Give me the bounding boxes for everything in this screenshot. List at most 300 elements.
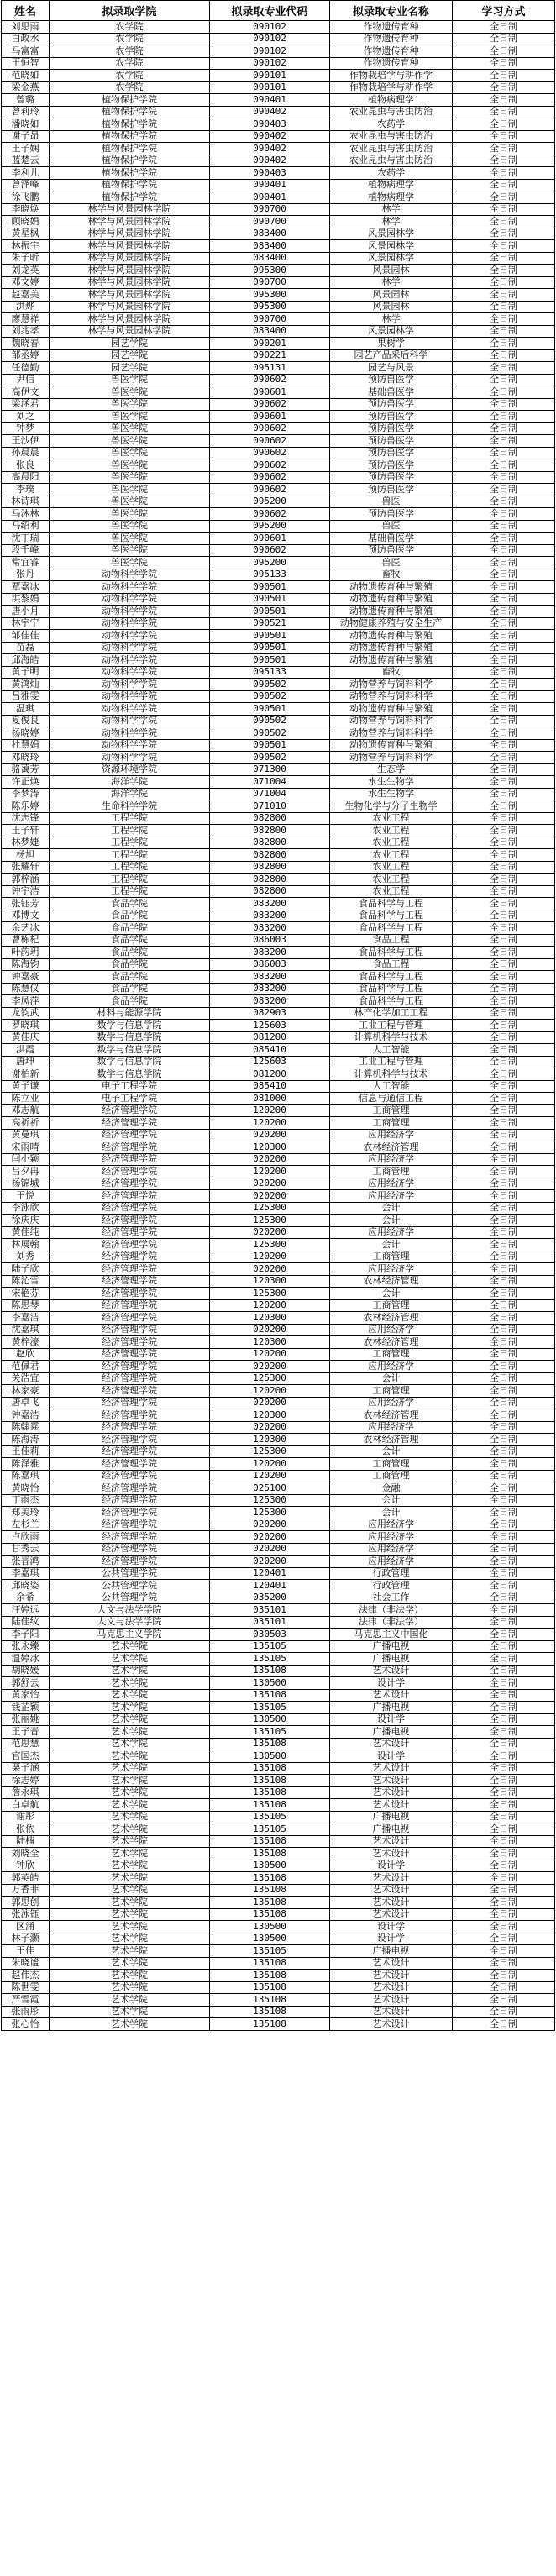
student-name-cell: 林振宇 — [2, 240, 50, 253]
college-cell: 兽医学院 — [50, 411, 210, 423]
college-cell: 生命科学学院 — [50, 800, 210, 813]
table-row — [2, 471, 555, 484]
table-row — [2, 1263, 555, 1276]
major-code-cell: 125300 — [210, 1202, 330, 1215]
table-row — [2, 33, 555, 45]
study-mode-cell: 全日制 — [453, 1567, 555, 1580]
major-name-cell: 食品工程 — [330, 934, 453, 947]
major-code-cell: 083200 — [210, 983, 330, 995]
student-name-cell: 叶韵玥 — [2, 947, 50, 959]
major-name-cell: 基础兽医学 — [330, 386, 453, 399]
table-row — [2, 1689, 555, 1702]
major-code-cell: 090101 — [210, 70, 330, 82]
major-code-cell: 083200 — [210, 922, 330, 935]
major-name-cell: 农林经济管理 — [330, 1275, 453, 1288]
table-row — [2, 289, 555, 302]
table-row — [2, 21, 555, 34]
college-cell: 经济管理学院 — [50, 1153, 210, 1166]
major-name-cell: 工业工程与管理 — [330, 1056, 453, 1068]
major-code-cell: 090101 — [210, 81, 330, 94]
college-cell: 农学院 — [50, 81, 210, 94]
major-name-cell: 预防兽医学 — [330, 435, 453, 448]
major-code-cell: 090602 — [210, 459, 330, 472]
student-name-cell: 覃嘉冰 — [2, 581, 50, 594]
study-mode-cell: 全日制 — [453, 1263, 555, 1276]
table-row — [2, 739, 555, 752]
major-code-cell: 135108 — [210, 1848, 330, 1860]
major-name-cell: 风景园林 — [330, 265, 453, 277]
student-name-cell: 陆佳纹 — [2, 1616, 50, 1629]
college-cell: 植物保护学院 — [50, 179, 210, 191]
student-name-cell: 徐飞鹏 — [2, 191, 50, 204]
major-code-cell: 090602 — [210, 447, 330, 459]
table-row — [2, 679, 555, 691]
major-code-cell: 135108 — [210, 1957, 330, 1970]
student-name-cell: 曹栋杞 — [2, 934, 50, 947]
study-mode-cell: 全日制 — [453, 1981, 555, 1994]
table-row — [2, 1153, 555, 1166]
study-mode-cell: 全日制 — [453, 885, 555, 898]
major-code-cell: 090501 — [210, 703, 330, 716]
study-mode-cell: 全日制 — [453, 386, 555, 399]
student-name-cell: 李子阳 — [2, 1629, 50, 1641]
major-code-cell: 035101 — [210, 1604, 330, 1617]
college-cell: 动物科学学院 — [50, 581, 210, 594]
study-mode-cell: 全日制 — [453, 1129, 555, 1141]
study-mode-cell: 全日制 — [453, 1884, 555, 1897]
major-name-cell: 广播电视 — [330, 1653, 453, 1666]
study-mode-cell: 全日制 — [453, 569, 555, 581]
table-row — [2, 1897, 555, 1909]
study-mode-cell: 全日制 — [453, 276, 555, 289]
major-name-cell: 动物遗传育种与繁殖 — [330, 642, 453, 654]
major-name-cell: 行政管理 — [330, 1580, 453, 1592]
table-row — [2, 2006, 555, 2018]
major-code-cell: 130500 — [210, 1921, 330, 1933]
table-row — [2, 1288, 555, 1300]
study-mode-cell: 全日制 — [453, 1117, 555, 1130]
major-name-cell: 食品工程 — [330, 958, 453, 971]
college-cell: 公共管理学院 — [50, 1580, 210, 1592]
major-code-cell: 135108 — [210, 1835, 330, 1848]
header-major-name: 拟录取专业名称 — [330, 1, 453, 21]
study-mode-cell: 全日制 — [453, 118, 555, 131]
major-name-cell: 应用经济学 — [330, 1178, 453, 1190]
major-name-cell: 林学 — [330, 313, 453, 326]
table-row — [2, 1957, 555, 1970]
major-name-cell: 预防兽医学 — [330, 459, 453, 472]
student-name-cell: 钟梦 — [2, 422, 50, 435]
major-code-cell: 020200 — [210, 1397, 330, 1409]
major-name-cell: 农业工程 — [330, 825, 453, 837]
college-cell: 动物科学学院 — [50, 715, 210, 727]
college-cell: 经济管理学院 — [50, 1494, 210, 1507]
college-cell: 林学与风景园林学院 — [50, 240, 210, 253]
college-cell: 农学院 — [50, 57, 210, 70]
student-name-cell: 王悦 — [2, 1190, 50, 1203]
major-code-cell: 130500 — [210, 1933, 330, 1945]
table-row — [2, 94, 555, 107]
study-mode-cell: 全日制 — [453, 1604, 555, 1617]
college-cell: 经济管理学院 — [50, 1348, 210, 1361]
major-name-cell: 艺术设计 — [330, 1884, 453, 1897]
table-row — [2, 496, 555, 508]
study-mode-cell: 全日制 — [453, 581, 555, 594]
study-mode-cell: 全日制 — [453, 1470, 555, 1482]
major-code-cell: 125603 — [210, 1056, 330, 1068]
student-name-cell: 邹佳佳 — [2, 630, 50, 643]
major-name-cell: 会计 — [330, 1507, 453, 1519]
table-row — [2, 508, 555, 521]
table-row — [2, 1020, 555, 1032]
study-mode-cell: 全日制 — [453, 459, 555, 472]
major-name-cell: 广播电视 — [330, 1945, 453, 1958]
major-code-cell: 083400 — [210, 228, 330, 240]
college-cell: 电子工程学院 — [50, 1093, 210, 1105]
major-name-cell: 林学 — [330, 203, 453, 216]
college-cell: 艺术学院 — [50, 1835, 210, 1848]
student-name-cell: 黄鸿灿 — [2, 679, 50, 691]
major-name-cell: 广播电视 — [330, 1640, 453, 1653]
college-cell: 林学与风景园林学院 — [50, 203, 210, 216]
college-cell: 艺术学院 — [50, 1713, 210, 1726]
student-name-cell: 万香菲 — [2, 1884, 50, 1897]
major-name-cell: 植物病理学 — [330, 179, 453, 191]
major-name-cell: 预防兽医学 — [330, 544, 453, 557]
major-name-cell: 应用经济学 — [330, 1556, 453, 1568]
student-name-cell: 刘晓全 — [2, 1848, 50, 1860]
college-cell: 艺术学院 — [50, 1799, 210, 1812]
major-name-cell: 水生生物学 — [330, 776, 453, 789]
college-cell: 经济管理学院 — [50, 1299, 210, 1312]
major-name-cell: 农业工程 — [330, 861, 453, 874]
college-cell: 经济管理学院 — [50, 1507, 210, 1519]
major-code-cell: 090602 — [210, 374, 330, 386]
study-mode-cell: 全日制 — [453, 593, 555, 606]
college-cell: 园艺学院 — [50, 362, 210, 375]
major-code-cell: 090602 — [210, 508, 330, 521]
major-name-cell: 会计 — [330, 1202, 453, 1215]
college-cell: 林学与风景园林学院 — [50, 313, 210, 326]
major-name-cell: 会计 — [330, 1288, 453, 1300]
study-mode-cell: 全日制 — [453, 557, 555, 569]
student-name-cell: 杨旭 — [2, 849, 50, 862]
table-row — [2, 1981, 555, 1994]
study-mode-cell: 全日制 — [453, 727, 555, 740]
table-row — [2, 362, 555, 375]
major-code-cell: 090700 — [210, 216, 330, 228]
table-row — [2, 630, 555, 643]
table-row — [2, 1178, 555, 1190]
college-cell: 动物科学学院 — [50, 630, 210, 643]
college-cell: 经济管理学院 — [50, 1434, 210, 1446]
student-name-cell: 徐庆庆 — [2, 1215, 50, 1227]
study-mode-cell: 全日制 — [453, 1872, 555, 1885]
table-row — [2, 874, 555, 886]
table-row — [2, 1397, 555, 1409]
table-row — [2, 301, 555, 313]
table-row — [2, 216, 555, 228]
major-name-cell: 应用经济学 — [330, 1531, 453, 1544]
major-code-cell: 120200 — [210, 1299, 330, 1312]
student-name-cell: 黄子明 — [2, 666, 50, 679]
student-name-cell: 杨晓婷 — [2, 727, 50, 740]
major-code-cell: 020200 — [210, 1556, 330, 1568]
table-row — [2, 1129, 555, 1141]
study-mode-cell: 全日制 — [453, 1104, 555, 1117]
student-name-cell: 李梦涛 — [2, 788, 50, 800]
major-code-cell: 135108 — [210, 1738, 330, 1750]
major-name-cell: 农业工程 — [330, 812, 453, 825]
table-row — [2, 447, 555, 459]
college-cell: 林学与风景园林学院 — [50, 228, 210, 240]
study-mode-cell: 全日制 — [453, 496, 555, 508]
study-mode-cell: 全日制 — [453, 252, 555, 265]
major-code-cell: 135108 — [210, 1970, 330, 1982]
table-row — [2, 1786, 555, 1799]
study-mode-cell: 全日制 — [453, 143, 555, 155]
major-code-cell: 086003 — [210, 934, 330, 947]
college-cell: 材料与能源学院 — [50, 1007, 210, 1020]
table-row — [2, 1385, 555, 1398]
student-name-cell: 陆子欣 — [2, 1263, 50, 1276]
student-name-cell: 钟宇浩 — [2, 885, 50, 898]
table-row — [2, 1251, 555, 1263]
student-name-cell: 刘思雨 — [2, 21, 50, 34]
major-name-cell: 设计学 — [330, 1713, 453, 1726]
study-mode-cell: 全日制 — [453, 1762, 555, 1775]
table-row — [2, 1775, 555, 1787]
table-row — [2, 1945, 555, 1958]
student-name-cell: 邓志航 — [2, 1104, 50, 1117]
major-name-cell: 动物遗传育种与繁殖 — [330, 593, 453, 606]
table-row — [2, 1543, 555, 1556]
student-name-cell: 邱晓姿 — [2, 1580, 50, 1592]
table-row — [2, 398, 555, 411]
table-row — [2, 118, 555, 131]
college-cell: 艺术学院 — [50, 1738, 210, 1750]
study-mode-cell: 全日制 — [453, 1689, 555, 1702]
table-row — [2, 593, 555, 606]
table-row — [2, 1677, 555, 1690]
major-name-cell: 设计学 — [330, 1921, 453, 1933]
major-name-cell: 预防兽医学 — [330, 447, 453, 459]
study-mode-cell: 全日制 — [453, 313, 555, 326]
college-cell: 经济管理学院 — [50, 1275, 210, 1288]
student-name-cell: 刘之 — [2, 411, 50, 423]
major-name-cell: 动物健康养殖与安全生产 — [330, 617, 453, 630]
study-mode-cell: 全日制 — [453, 1215, 555, 1227]
major-name-cell: 植物病理学 — [330, 191, 453, 204]
table-row — [2, 825, 555, 837]
student-name-cell: 谢子昂 — [2, 130, 50, 143]
major-name-cell: 农业昆虫与害虫防治 — [330, 106, 453, 118]
major-code-cell: 095200 — [210, 557, 330, 569]
student-name-cell: 王子娴 — [2, 143, 50, 155]
college-cell: 艺术学院 — [50, 1848, 210, 1860]
college-cell: 经济管理学院 — [50, 1409, 210, 1422]
study-mode-cell: 全日制 — [453, 1994, 555, 2007]
student-name-cell: 严雪霞 — [2, 1994, 50, 2007]
student-name-cell: 黄梓濠 — [2, 1336, 50, 1349]
student-name-cell: 丁雨杰 — [2, 1494, 50, 1507]
major-name-cell: 会计 — [330, 1215, 453, 1227]
study-mode-cell: 全日制 — [453, 739, 555, 752]
college-cell: 动物科学学院 — [50, 690, 210, 703]
table-row — [2, 1848, 555, 1860]
student-name-cell: 朱子昕 — [2, 252, 50, 265]
study-mode-cell: 全日制 — [453, 1299, 555, 1312]
study-mode-cell: 全日制 — [453, 630, 555, 643]
student-name-cell: 黄家怡 — [2, 1689, 50, 1702]
student-name-cell: 陈立业 — [2, 1093, 50, 1105]
major-code-cell: 090402 — [210, 106, 330, 118]
student-name-cell: 蓝楚云 — [2, 155, 50, 167]
student-name-cell: 白政水 — [2, 33, 50, 45]
table-row — [2, 1933, 555, 1945]
study-mode-cell: 全日制 — [453, 1239, 555, 1251]
table-row — [2, 1372, 555, 1385]
table-row — [2, 1434, 555, 1446]
table-row — [2, 1519, 555, 1531]
college-cell: 动物科学学院 — [50, 593, 210, 606]
student-name-cell: 唐坤 — [2, 1056, 50, 1068]
study-mode-cell: 全日制 — [453, 1312, 555, 1325]
table-row — [2, 167, 555, 180]
college-cell: 经济管理学院 — [50, 1470, 210, 1482]
table-row — [2, 1921, 555, 1933]
college-cell: 食品学院 — [50, 910, 210, 922]
study-mode-cell: 全日制 — [453, 1897, 555, 1909]
major-code-cell: 082800 — [210, 874, 330, 886]
study-mode-cell: 全日制 — [453, 1738, 555, 1750]
student-name-cell: 李泳欣 — [2, 1202, 50, 1215]
major-code-cell: 135108 — [210, 1872, 330, 1885]
major-name-cell: 果树学 — [330, 338, 453, 350]
college-cell: 艺术学院 — [50, 1677, 210, 1690]
student-name-cell: 曾莉玲 — [2, 106, 50, 118]
major-code-cell: 035101 — [210, 1616, 330, 1629]
major-code-cell: 120300 — [210, 1275, 330, 1288]
major-code-cell: 020200 — [210, 1324, 330, 1336]
major-code-cell: 135108 — [210, 1775, 330, 1787]
study-mode-cell: 全日制 — [453, 958, 555, 971]
major-code-cell: 071004 — [210, 776, 330, 789]
student-name-cell: 范晓如 — [2, 70, 50, 82]
student-name-cell: 苗磊 — [2, 642, 50, 654]
study-mode-cell: 全日制 — [453, 544, 555, 557]
study-mode-cell: 全日制 — [453, 1336, 555, 1349]
major-name-cell: 农林经济管理 — [330, 1409, 453, 1422]
major-name-cell: 预防兽医学 — [330, 508, 453, 521]
major-name-cell: 法律（非法学） — [330, 1604, 453, 1617]
table-row — [2, 1762, 555, 1775]
major-name-cell: 应用经济学 — [330, 1263, 453, 1276]
major-code-cell: 090402 — [210, 155, 330, 167]
study-mode-cell: 全日制 — [453, 1434, 555, 1446]
major-name-cell: 动物营养与饲料科学 — [330, 715, 453, 727]
major-code-cell: 135108 — [210, 1884, 330, 1897]
header-major-code: 拟录取专业代码 — [210, 1, 330, 21]
major-code-cell: 120200 — [210, 1117, 330, 1130]
major-code-cell: 090700 — [210, 203, 330, 216]
study-mode-cell: 全日制 — [453, 1275, 555, 1288]
major-name-cell: 风景园林 — [330, 301, 453, 313]
college-cell: 兽医学院 — [50, 496, 210, 508]
student-name-cell: 张泳钰 — [2, 1908, 50, 1921]
college-cell: 经济管理学院 — [50, 1215, 210, 1227]
college-cell: 工程学院 — [50, 874, 210, 886]
major-name-cell: 农业工程 — [330, 837, 453, 849]
study-mode-cell: 全日制 — [453, 1324, 555, 1336]
table-row — [2, 1994, 555, 2007]
student-name-cell: 郭思创 — [2, 1897, 50, 1909]
college-cell: 植物保护学院 — [50, 191, 210, 204]
study-mode-cell: 全日制 — [453, 70, 555, 82]
study-mode-cell: 全日制 — [453, 94, 555, 107]
major-name-cell: 工商管理 — [330, 1166, 453, 1178]
major-name-cell: 会计 — [330, 1372, 453, 1385]
college-cell: 经济管理学院 — [50, 1239, 210, 1251]
major-name-cell: 农药学 — [330, 167, 453, 180]
college-cell: 动物科学学院 — [50, 679, 210, 691]
student-name-cell: 高晨阳 — [2, 471, 50, 484]
major-code-cell: 020200 — [210, 1519, 330, 1531]
major-code-cell: 090201 — [210, 338, 330, 350]
study-mode-cell: 全日制 — [453, 1970, 555, 1982]
study-mode-cell: 全日制 — [453, 1713, 555, 1726]
student-name-cell: 黄星枫 — [2, 228, 50, 240]
major-name-cell: 广播电视 — [330, 1726, 453, 1739]
table-row — [2, 484, 555, 496]
student-name-cell: 温婷冰 — [2, 1653, 50, 1666]
major-code-cell: 071010 — [210, 800, 330, 813]
student-name-cell: 高祈祈 — [2, 1117, 50, 1130]
student-name-cell: 张永臻 — [2, 1640, 50, 1653]
table-row — [2, 1141, 555, 1154]
college-cell: 数学与信息学院 — [50, 1020, 210, 1032]
student-name-cell: 林宇宁 — [2, 617, 50, 630]
college-cell: 经济管理学院 — [50, 1178, 210, 1190]
major-name-cell: 农林经济管理 — [330, 1141, 453, 1154]
table-row — [2, 763, 555, 776]
table-row — [2, 812, 555, 825]
major-code-cell: 085410 — [210, 1080, 330, 1093]
student-name-cell: 陈乐婷 — [2, 800, 50, 813]
major-name-cell: 动物营养与饲料科学 — [330, 752, 453, 764]
college-cell: 兽医学院 — [50, 471, 210, 484]
college-cell: 马克思主义学院 — [50, 1629, 210, 1641]
study-mode-cell: 全日制 — [453, 435, 555, 448]
major-code-cell: 090501 — [210, 581, 330, 594]
major-code-cell: 090403 — [210, 167, 330, 180]
table-row — [2, 861, 555, 874]
study-mode-cell: 全日制 — [453, 1860, 555, 1872]
college-cell: 食品学院 — [50, 934, 210, 947]
student-name-cell: 钱芷颖 — [2, 1702, 50, 1714]
college-cell: 海洋学院 — [50, 788, 210, 800]
study-mode-cell: 全日制 — [453, 1702, 555, 1714]
student-name-cell: 曾璐 — [2, 94, 50, 107]
student-name-cell: 陆楠 — [2, 1835, 50, 1848]
student-name-cell: 洪霞 — [2, 1044, 50, 1057]
table-row — [2, 1056, 555, 1068]
major-code-cell: 071300 — [210, 763, 330, 776]
student-name-cell: 詹永琪 — [2, 1786, 50, 1799]
header-study-mode: 学习方式 — [453, 1, 555, 21]
major-name-cell: 农林经济管理 — [330, 1312, 453, 1325]
major-name-cell: 作物遗传育种 — [330, 33, 453, 45]
